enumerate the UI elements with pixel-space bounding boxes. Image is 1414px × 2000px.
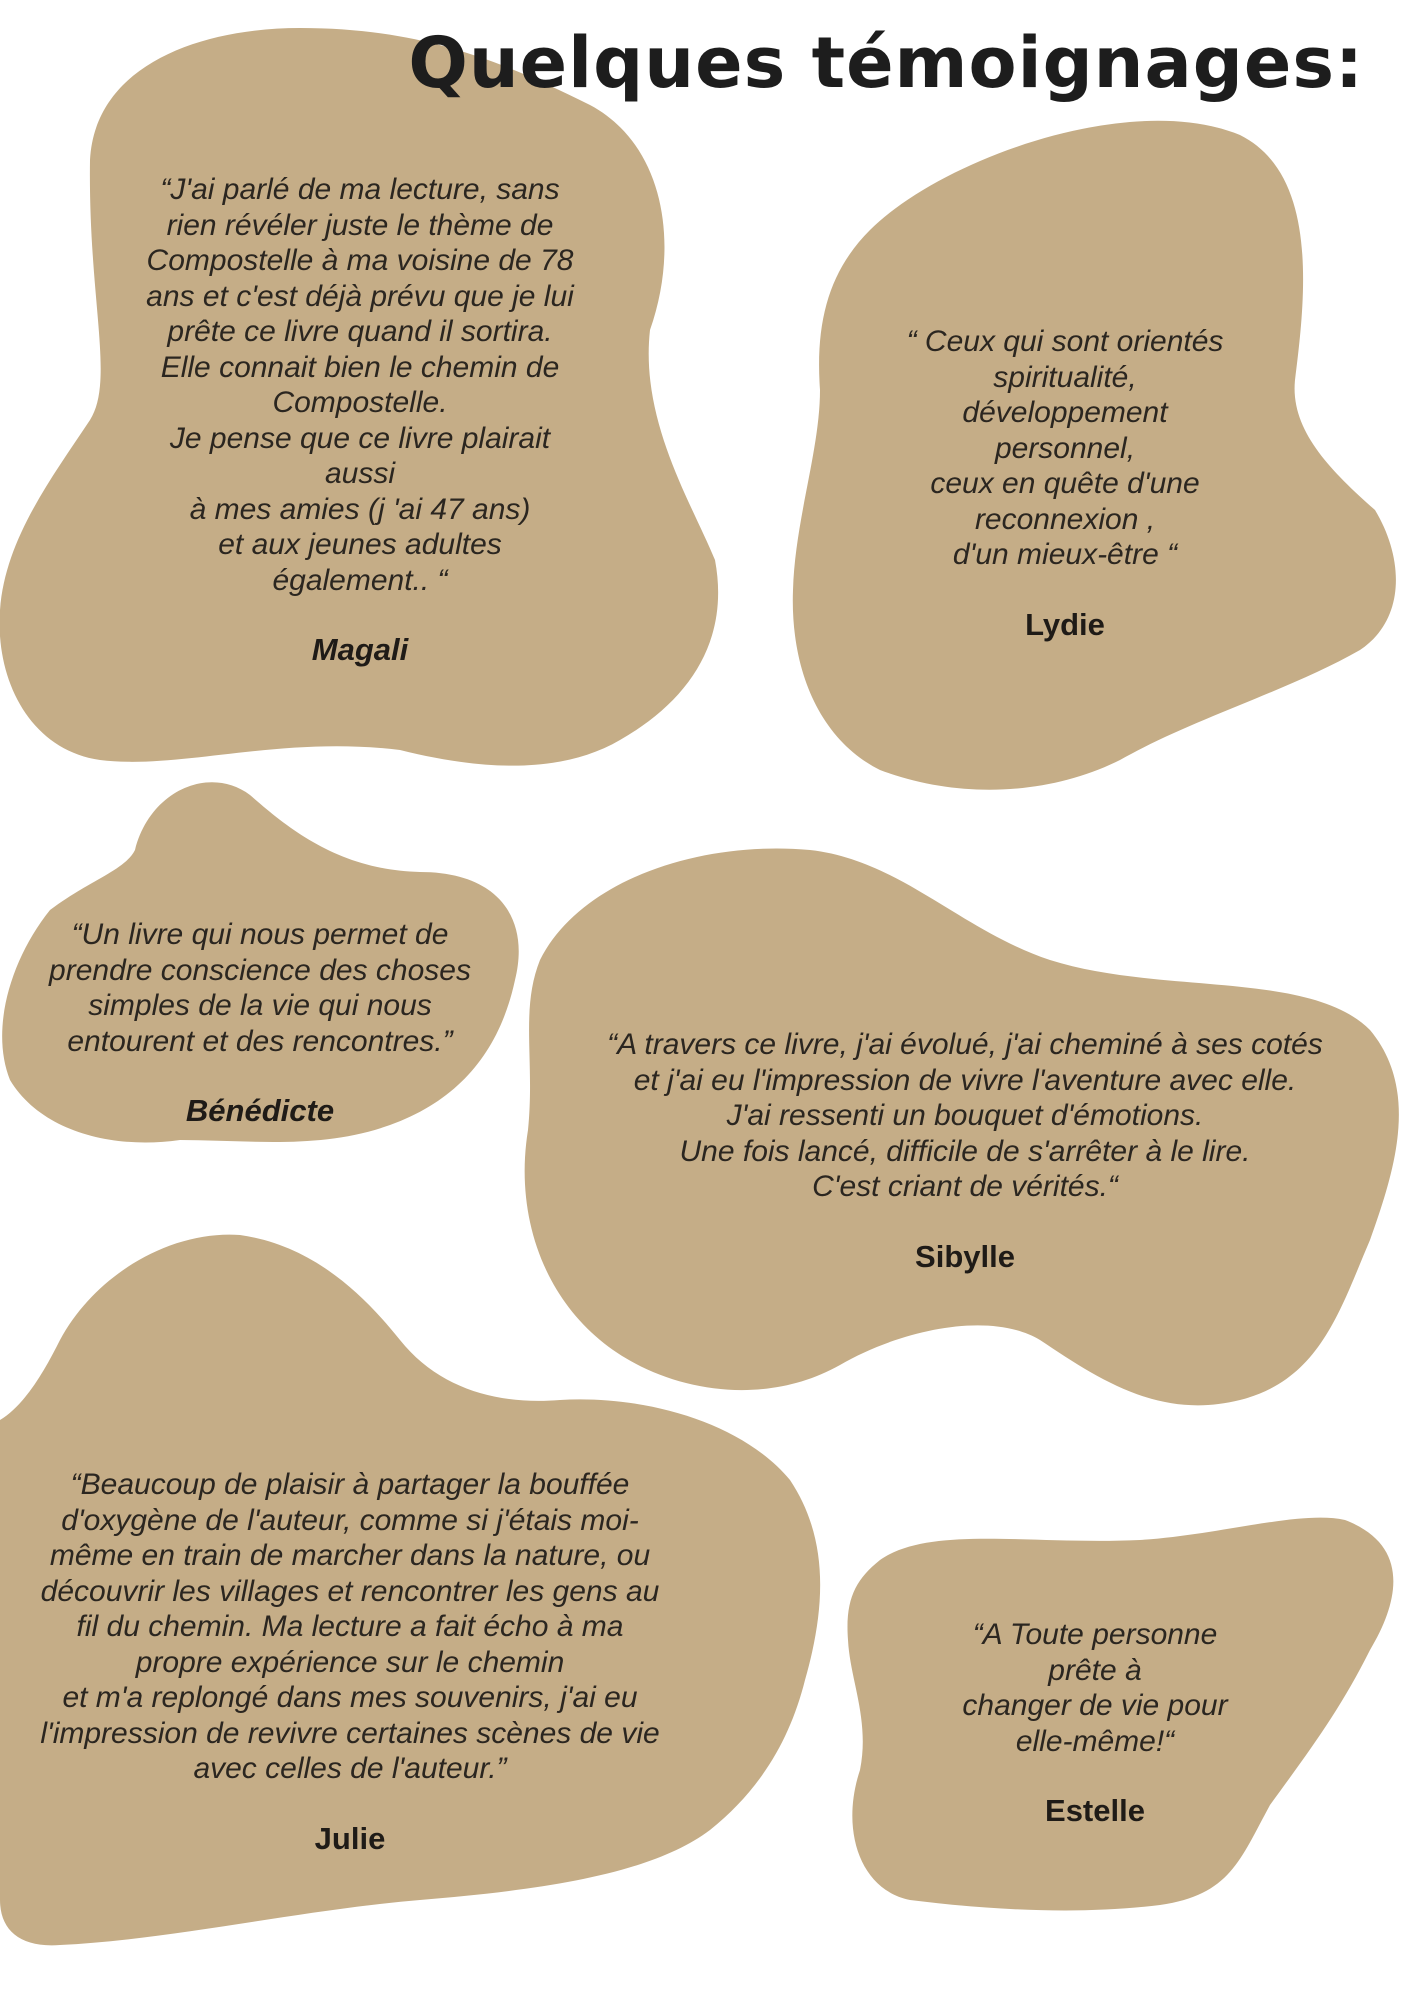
testimonial-author: Bénédicte	[185, 1093, 335, 1128]
testimonial-card-sibylle	[560, 1027, 1370, 1275]
testimonial-quote: “Beaucoup de plaisir à partager la bouffée d'oxygène de l'auteur, comme si j'étais moi- même en train de marcher dans la nature, ou découvrir les villages et rencontrer les gens au fil du chemin. Ma lecture a fait écho à ma propre expérience sur le chemin et m'a replongé dans mes souvenirs, j'ai eu l'impression de revivre certaines scènes de vie avec celles de l'auteur.”	[40, 1468, 660, 1785]
testimonial-quote: “J'ai parlé de ma lecture, sans rien révéler juste le thème de Compostelle à ma voisine de 78 ans et c'est déjà prévu que je lui prête ce livre quand il sortira. Elle connait bien le chemin de Compostelle. Je pense que ce livre plairait aussi à mes amies (j 'ai 47 ans) et aux jeunes adultes également.. “	[146, 173, 574, 597]
testimonial-card-lydie	[860, 324, 1270, 643]
testimonial-quote: “A Toute personne prête à changer de vie pour elle-même!“	[962, 1618, 1228, 1758]
testimonial-author: Magali	[311, 632, 409, 667]
testimonial-card-julie	[0, 1467, 700, 1857]
testimonial-author: Julie	[314, 1820, 386, 1856]
testimonial-author: Sibylle	[915, 1238, 1015, 1274]
testimonial-card-benedicte	[10, 917, 510, 1129]
testimonial-author: Lydie	[1025, 606, 1105, 642]
testimonial-author: Estelle	[1045, 1793, 1145, 1828]
page-title: Quelques témoignages:	[408, 22, 1364, 104]
testimonial-card-magali	[100, 172, 620, 668]
testimonial-quote: “ Ceux qui sont orientés spiritualité, développement personnel, ceux en quête d'une reconnexion , d'un mieux-être “	[906, 325, 1224, 571]
testimonial-card-estelle	[915, 1617, 1275, 1829]
testimonial-quote: “A travers ce livre, j'ai évolué, j'ai cheminé à ses cotés et j'ai eu l'impression de vivre l'aventure avec elle. J'ai ressenti un bouquet d'émotions. Une fois lancé, difficile de s'arrêter à le lire. C'est criant de vérités.“	[607, 1028, 1323, 1203]
testimonial-quote: “Un livre qui nous permet de prendre conscience des choses simples de la vie qui nous entourent et des rencontres.”	[49, 918, 471, 1058]
